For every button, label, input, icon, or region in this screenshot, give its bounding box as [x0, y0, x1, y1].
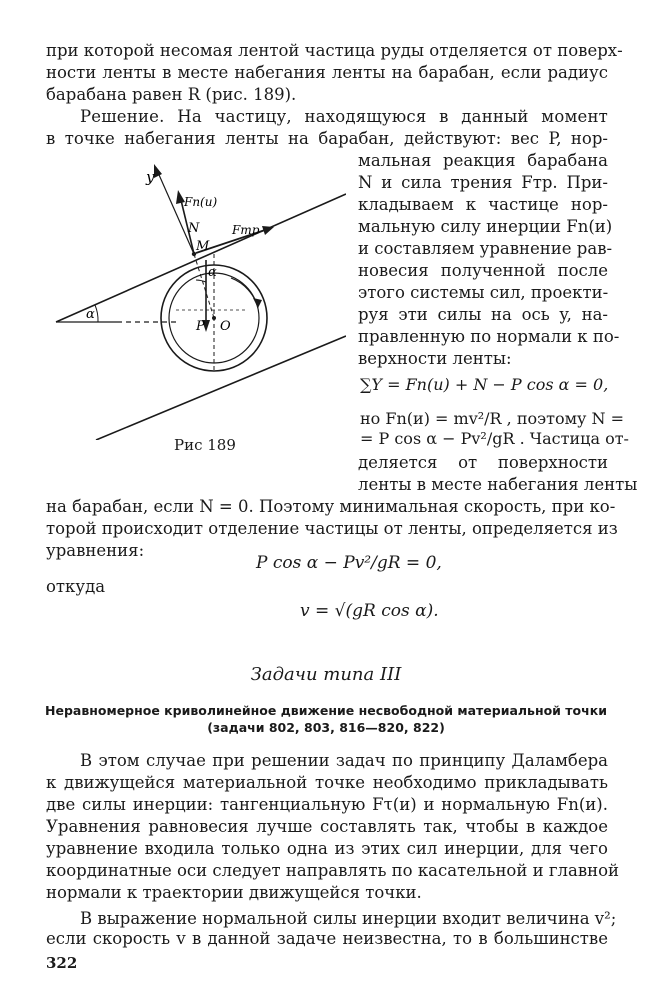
label-ftr: Fтр	[232, 223, 260, 237]
label-m: M	[196, 239, 210, 254]
text-line: деляется от поверхности	[358, 453, 608, 472]
section-title: Задачи типа III	[250, 664, 402, 685]
text-line: Уравнения равновесия лучше составлять так, чтобы в каждое	[46, 817, 608, 836]
text-line: две силы инерции: тангенциальную Fτ(и) и нормальную Fn(и).	[46, 795, 608, 814]
text-line: если скорость v в данной задаче неизвестна, то в большинстве	[46, 929, 608, 948]
subheading-line: (задачи 802, 803, 816—820, 822)	[207, 720, 445, 735]
text-line: торой происходит отделение частицы от ленты, определяется из	[46, 519, 618, 538]
belt-drum-diagram	[46, 150, 346, 440]
radius-line	[194, 254, 214, 318]
text-line: кладываем к частице нор-	[358, 195, 608, 214]
figure-189	[46, 150, 346, 444]
equation-velocity: v = √(gR cos α).	[300, 601, 439, 621]
label-alpha-left: α	[86, 307, 95, 322]
text-line: руя эти силы на ось y, на-	[358, 305, 608, 324]
lower-belt-line	[96, 336, 346, 440]
text-line: при которой несомая лентой частица руды отделяется от поверх-	[46, 41, 623, 60]
angle-arc-left	[95, 305, 98, 322]
text-line: этого системы сил, проекти-	[358, 283, 609, 302]
text-line: мальную силу инерции Fn(и)	[358, 217, 613, 236]
text-line-solution: Решение. На частицу, находящуюся в данный момент	[80, 107, 608, 126]
text-line: ности ленты в месте набегания ленты на барабан, если радиус	[46, 63, 608, 82]
angle-arc-top	[196, 280, 206, 282]
text-line: на барабан, если N = 0. Поэтому минимальная скорость, при ко-	[46, 497, 616, 516]
text-line: ленты в месте набегания ленты	[358, 475, 638, 494]
label-y: y	[146, 168, 155, 186]
text-line: N и сила трения Fтр. При-	[358, 173, 608, 192]
equation-sum-y: ∑Y = Fn(и) + N − P cos α = 0,	[360, 375, 609, 394]
text-line: В этом случае при решении задач по принципу Даламбера	[80, 751, 608, 770]
label-p: P	[196, 319, 205, 334]
text-line: координатные оси следует направлять по касательной и главной	[46, 861, 620, 880]
subheading-line: Неравномерное криволинейное движение несвободной материальной точки	[45, 703, 607, 718]
figure-caption: Рис 189	[174, 436, 236, 454]
point-o	[212, 316, 216, 320]
label-fn: Fn(и)	[184, 195, 218, 209]
label-alpha-top: α	[208, 265, 217, 280]
text-line: В выражение нормальной силы инерции входит величина v²;	[80, 909, 617, 928]
equation-inertia-force: но Fn(и) = mv²/R , поэтому N =	[360, 409, 625, 428]
label-o: O	[220, 319, 231, 334]
text-line: уравнения:	[46, 541, 145, 560]
label-n: N	[188, 221, 200, 236]
text-line: нормали к траектории движущейся точки.	[46, 883, 422, 902]
page-number: 322	[46, 954, 78, 972]
text-line: в точке набегания ленты на барабан, действуют: вес P, нор-	[46, 129, 608, 148]
text-line: мальная реакция барабана	[358, 151, 608, 170]
text-line: откуда	[46, 577, 106, 596]
y-axis	[156, 168, 194, 254]
text-line: к движущейся материальной точке необходимо прикладывать	[46, 773, 608, 792]
text-line: правленную по нормали к по-	[358, 327, 620, 346]
text-line: новесия полученной после	[358, 261, 608, 280]
equation-normal-reaction: = P cos α − Pv²/gR . Частица от-	[360, 429, 629, 448]
text-line: уравнение входила только одна из этих сил инерции, для чего	[46, 839, 608, 858]
text-line: верхности ленты:	[358, 349, 512, 368]
equation-main: P cos α − Pv²/gR = 0,	[256, 553, 442, 573]
text-line: и составляем уравнение рав-	[358, 239, 613, 258]
upper-belt-line	[56, 194, 346, 322]
text-line: барабана равен R (рис. 189).	[46, 85, 297, 104]
